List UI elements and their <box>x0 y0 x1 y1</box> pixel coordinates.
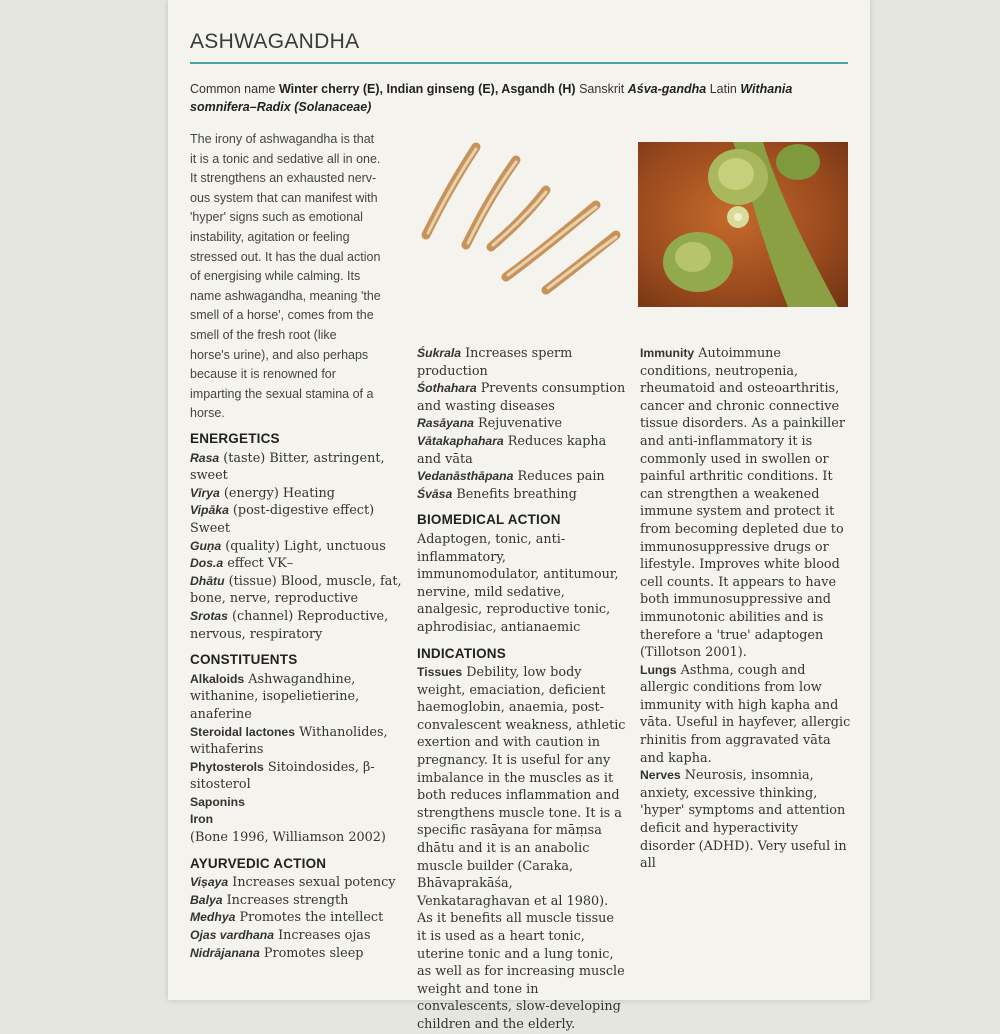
latin-value: Withania somnifera–Radix (Solanaceae) <box>190 82 793 114</box>
ayurvedic-item: Śukrala Increases sperm production <box>417 346 573 379</box>
column-right <box>640 345 852 873</box>
sanskrit-value: Aśva-gandha <box>627 82 707 96</box>
intro-line: The irony of ashwagandha is that <box>190 132 375 146</box>
intro-line: ous system that can manifest with <box>190 190 378 205</box>
common-name-value: Winter cherry (E), Indian ginseng (E), Asgandh (H) <box>278 82 576 96</box>
energetics-item: Guṇa (quality) Light, unctuous <box>190 538 386 554</box>
intro-line: stressed out. It has the dual action <box>190 249 381 264</box>
ayurvedic-item: Rasāyana Rejuvenative <box>417 416 563 432</box>
intro-line: It strengthens an exhausted nerv- <box>190 171 377 186</box>
ayurvedic-item: Śothahara Prevents consumption and wasting diseases <box>417 381 626 414</box>
constituent-item: Alkaloids Ashwagandhine, withanine, isopelietierine, anaferine <box>190 671 360 722</box>
ayurvedic-item: Vedanāsthāpana Reduces pain <box>417 469 605 485</box>
ayurvedic-item: Nidrājanana Promotes sleep <box>190 945 364 961</box>
title-divider <box>190 62 848 64</box>
intro-line: smell of a horse', comes from the <box>190 308 374 323</box>
intro-line: of energising while calming. Its <box>190 269 361 284</box>
energetics-item: Rasa (taste) Bitter, astringent, sweet <box>190 450 385 484</box>
latin-label: Latin <box>709 82 737 96</box>
ayurvedic-item: Viṣaya Increases sexual potency <box>190 875 396 891</box>
intro-line: because it is renowned for <box>190 367 336 382</box>
constituent-item: Steroidal lactones Withanolides, withaferins <box>190 724 388 758</box>
book-page <box>168 0 870 1032</box>
ayurvedic-item: Medhya Promotes the intellect <box>190 910 384 926</box>
intro-line: smell of the fresh root (like <box>190 327 337 342</box>
biomedical-heading: BIOMEDICAL ACTION <box>417 512 561 528</box>
column-middle <box>417 345 627 1034</box>
intro-line: imparting the sexual stamina of a <box>190 386 374 401</box>
energetics-item: Vīrya (energy) Heating <box>190 485 335 501</box>
intro-paragraph <box>190 130 400 424</box>
constituent-item: Iron <box>190 812 214 827</box>
intro-line: horse's urine), and also perhaps <box>190 347 369 362</box>
energetics-item: Dos.a effect VK– <box>190 556 294 572</box>
page-title: ASHWAGANDHA <box>190 30 360 53</box>
intro-line: name ashwagandha, meaning 'the <box>190 288 381 303</box>
indication-tissues: Tissues Debility, low body weight, emaciation, deficient haemoglobin, anaemia, post-convalescent weakness, athletic exertion and with caution in pregnancy. It is useful for any imbalance in the muscles as it both reduces inflammation and strengthens muscle tone. It is a specific rasāyana for māṃsa dhātu and it is an anabolic muscle builder (Caraka, Bhāvaprakāśa, Venkataraghavan et al 1980). As it benefits all muscle tissue it is used as a heart tonic, uterine tonic and a lung tonic, as well as for increasing muscle weight and tone in convalescents, slow-developing children and the elderly. <box>417 665 626 1032</box>
common-name-label: Common name <box>190 82 276 96</box>
indication-nerves: Nerves Neurosis, insomnia, anxiety, excessive thinking, 'hyper' symptoms and attention deficit and hyperactivity disorder (ADHD). Very useful in all <box>640 768 847 872</box>
energetics-heading: ENERGETICS <box>190 431 280 446</box>
intro-line: 'hyper' signs such as emotional <box>190 210 363 225</box>
ayurvedic-item: Śvāsa Benefits breathing <box>417 486 577 502</box>
biomedical-text: Adaptogen, tonic, anti-inflammatory, immunomodulator, antitumour, nervine, mild sedative, analgesic, reproductive tonic, aphrodisiac, antianaemic <box>417 531 619 635</box>
constituent-item: Saponins <box>190 794 245 809</box>
intro-line: horse. <box>190 406 225 421</box>
intro-line: instability, agitation or feeling <box>190 229 350 244</box>
indication-immunity: Immunity Autoimmune conditions, neutropenia, rheumatoid and osteoarthritis, cancer and chronic connective tissue disorders. As a painkiller and anti-inflammatory it is commonly used in swollen or painful arthritic conditions. It can strengthen a weakened immune system and protect it from becoming depleted due to immunosuppressive drugs or lifestyle. Improves white blood cell counts. It appears to have both immunosuppressive and immunotonic abilities and is therefore a 'true' adaptogen (Tillotson 2001). <box>640 346 845 661</box>
ayurvedic-item: Ojas vardhana Increases ojas <box>190 928 371 944</box>
indications-heading: INDICATIONS <box>417 645 506 661</box>
ayurvedic-item: Vātakaphahara Reduces kapha and vāta <box>417 433 607 467</box>
intro-line: it is a tonic and sedative all in one. <box>190 151 381 166</box>
ayurvedic-heading: AYURVEDIC ACTION <box>190 855 327 871</box>
column-left <box>190 430 406 962</box>
citation: (Bone 1996, Williamson 2002) <box>190 830 386 846</box>
indication-lungs: Lungs Asthma, cough and allergic conditions from low immunity with high kapha and vāta. Useful in hayfever, allergic rhinitis from aggravated vāta and kapha. <box>640 662 851 766</box>
ayurvedic-item: Balya Increases strength <box>190 892 349 908</box>
dried-root-illustration <box>416 135 626 305</box>
energetics-item: Dhātu (tissue) Blood, muscle, fat, bone, nerve, reproductive <box>190 573 402 607</box>
constituents-heading: CONSTITUENTS <box>190 652 298 668</box>
sanskrit-label: Sanskrit <box>579 82 625 96</box>
energetics-item: Srotas (channel) Reproductive, nervous, respiratory <box>190 608 389 642</box>
common-name-line <box>190 80 850 116</box>
plant-photo <box>638 142 848 307</box>
constituent-item: Phytosterols Sitoindosides, β-sitosterol <box>190 759 375 793</box>
energetics-item: Vipāka (post-digestive effect) Sweet <box>190 503 375 536</box>
